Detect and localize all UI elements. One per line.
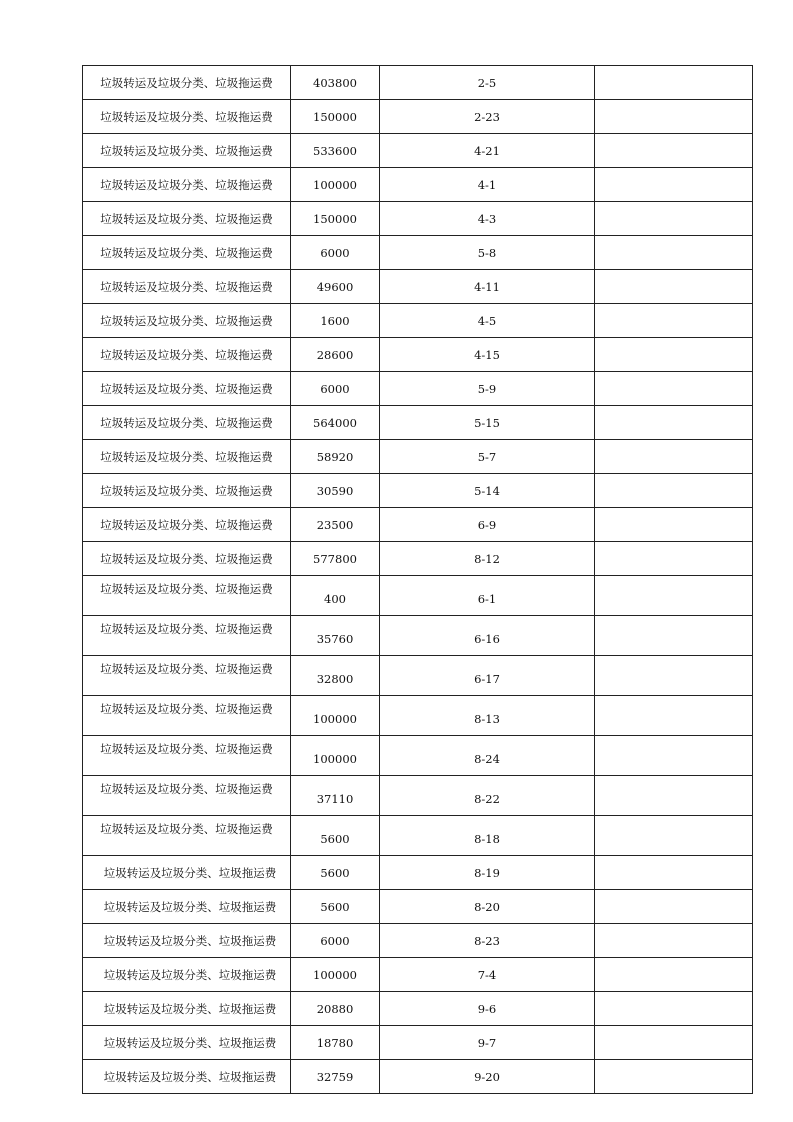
amount-cell: 35760 xyxy=(291,616,380,656)
remark-cell xyxy=(595,270,753,304)
remark-cell xyxy=(595,134,753,168)
code-cell: 6-1 xyxy=(380,576,595,616)
code-cell: 5-9 xyxy=(380,372,595,406)
table-row xyxy=(83,270,753,304)
table-row xyxy=(83,134,753,168)
code-cell: 5-14 xyxy=(380,474,595,508)
remark-cell xyxy=(595,508,753,542)
desc-cell: 垃圾转运及垃圾分类、垃圾拖运费 xyxy=(83,924,291,958)
table-row xyxy=(83,508,753,542)
amount-cell: 5600 xyxy=(291,856,380,890)
remark-cell xyxy=(595,816,753,856)
desc-cell: 垃圾转运及垃圾分类、垃圾拖运费 xyxy=(83,270,291,304)
remark-cell xyxy=(595,696,753,736)
desc-cell: 垃圾转运及垃圾分类、垃圾拖运费 xyxy=(83,508,291,542)
amount-cell: 400 xyxy=(291,576,380,616)
code-cell: 4-1 xyxy=(380,168,595,202)
code-cell: 8-19 xyxy=(380,856,595,890)
code-cell: 4-5 xyxy=(380,304,595,338)
desc-cell: 垃圾转运及垃圾分类、垃圾拖运费 xyxy=(83,474,291,508)
code-cell: 4-15 xyxy=(380,338,595,372)
amount-cell: 23500 xyxy=(291,508,380,542)
desc-cell: 垃圾转运及垃圾分类、垃圾拖运费 xyxy=(83,202,291,236)
table-row xyxy=(83,406,753,440)
amount-cell: 100000 xyxy=(291,168,380,202)
remark-cell xyxy=(595,168,753,202)
expense-table-body xyxy=(83,66,753,1094)
amount-cell: 564000 xyxy=(291,406,380,440)
remark-cell xyxy=(595,958,753,992)
remark-cell xyxy=(595,576,753,616)
code-cell: 4-3 xyxy=(380,202,595,236)
desc-cell: 垃圾转运及垃圾分类、垃圾拖运费 xyxy=(83,616,291,656)
amount-cell: 58920 xyxy=(291,440,380,474)
code-cell: 2-23 xyxy=(380,100,595,134)
remark-cell xyxy=(595,338,753,372)
table-row xyxy=(83,776,753,816)
remark-cell xyxy=(595,924,753,958)
table-row xyxy=(83,542,753,576)
remark-cell xyxy=(595,542,753,576)
remark-cell xyxy=(595,100,753,134)
amount-cell: 403800 xyxy=(291,66,380,100)
remark-cell xyxy=(595,1026,753,1060)
desc-cell: 垃圾转运及垃圾分类、垃圾拖运费 xyxy=(83,66,291,100)
code-cell: 9-20 xyxy=(380,1060,595,1094)
desc-cell: 垃圾转运及垃圾分类、垃圾拖运费 xyxy=(83,134,291,168)
desc-cell: 垃圾转运及垃圾分类、垃圾拖运费 xyxy=(83,338,291,372)
table-row xyxy=(83,236,753,270)
desc-cell: 垃圾转运及垃圾分类、垃圾拖运费 xyxy=(83,372,291,406)
desc-cell: 垃圾转运及垃圾分类、垃圾拖运费 xyxy=(83,236,291,270)
remark-cell xyxy=(595,616,753,656)
amount-cell: 100000 xyxy=(291,736,380,776)
table-row xyxy=(83,66,753,100)
code-cell: 5-8 xyxy=(380,236,595,270)
table-row xyxy=(83,958,753,992)
code-cell: 8-18 xyxy=(380,816,595,856)
table-row xyxy=(83,696,753,736)
code-cell: 9-7 xyxy=(380,1026,595,1060)
code-cell: 5-7 xyxy=(380,440,595,474)
table-row xyxy=(83,616,753,656)
table-row xyxy=(83,1060,753,1094)
desc-cell: 垃圾转运及垃圾分类、垃圾拖运费 xyxy=(83,992,291,1026)
desc-cell: 垃圾转运及垃圾分类、垃圾拖运费 xyxy=(83,406,291,440)
table-row xyxy=(83,816,753,856)
remark-cell xyxy=(595,406,753,440)
desc-cell: 垃圾转运及垃圾分类、垃圾拖运费 xyxy=(83,656,291,696)
table-row xyxy=(83,924,753,958)
remark-cell xyxy=(595,992,753,1026)
amount-cell: 6000 xyxy=(291,236,380,270)
desc-cell: 垃圾转运及垃圾分类、垃圾拖运费 xyxy=(83,696,291,736)
amount-cell: 28600 xyxy=(291,338,380,372)
desc-cell: 垃圾转运及垃圾分类、垃圾拖运费 xyxy=(83,1060,291,1094)
table-row xyxy=(83,338,753,372)
amount-cell: 1600 xyxy=(291,304,380,338)
table-row xyxy=(83,856,753,890)
desc-cell: 垃圾转运及垃圾分类、垃圾拖运费 xyxy=(83,168,291,202)
remark-cell xyxy=(595,890,753,924)
code-cell: 2-5 xyxy=(380,66,595,100)
remark-cell xyxy=(595,202,753,236)
remark-cell xyxy=(595,66,753,100)
desc-cell: 垃圾转运及垃圾分类、垃圾拖运费 xyxy=(83,304,291,338)
amount-cell: 49600 xyxy=(291,270,380,304)
desc-cell: 垃圾转运及垃圾分类、垃圾拖运费 xyxy=(83,890,291,924)
remark-cell xyxy=(595,236,753,270)
amount-cell: 577800 xyxy=(291,542,380,576)
amount-cell: 150000 xyxy=(291,202,380,236)
table-row xyxy=(83,736,753,776)
desc-cell: 垃圾转运及垃圾分类、垃圾拖运费 xyxy=(83,440,291,474)
table-row xyxy=(83,890,753,924)
amount-cell: 18780 xyxy=(291,1026,380,1060)
desc-cell: 垃圾转运及垃圾分类、垃圾拖运费 xyxy=(83,736,291,776)
code-cell: 6-16 xyxy=(380,616,595,656)
expense-table xyxy=(82,65,753,1094)
amount-cell: 533600 xyxy=(291,134,380,168)
code-cell: 9-6 xyxy=(380,992,595,1026)
table-row xyxy=(83,656,753,696)
code-cell: 8-22 xyxy=(380,776,595,816)
desc-cell: 垃圾转运及垃圾分类、垃圾拖运费 xyxy=(83,576,291,616)
code-cell: 8-13 xyxy=(380,696,595,736)
code-cell: 8-20 xyxy=(380,890,595,924)
code-cell: 8-24 xyxy=(380,736,595,776)
code-cell: 4-21 xyxy=(380,134,595,168)
amount-cell: 32759 xyxy=(291,1060,380,1094)
desc-cell: 垃圾转运及垃圾分类、垃圾拖运费 xyxy=(83,958,291,992)
table-row xyxy=(83,372,753,406)
table-row xyxy=(83,202,753,236)
remark-cell xyxy=(595,440,753,474)
table-row xyxy=(83,474,753,508)
code-cell: 6-9 xyxy=(380,508,595,542)
code-cell: 4-11 xyxy=(380,270,595,304)
table-row xyxy=(83,992,753,1026)
remark-cell xyxy=(595,1060,753,1094)
amount-cell: 100000 xyxy=(291,958,380,992)
table-row xyxy=(83,100,753,134)
desc-cell: 垃圾转运及垃圾分类、垃圾拖运费 xyxy=(83,776,291,816)
amount-cell: 6000 xyxy=(291,924,380,958)
amount-cell: 32800 xyxy=(291,656,380,696)
code-cell: 8-12 xyxy=(380,542,595,576)
remark-cell xyxy=(595,856,753,890)
remark-cell xyxy=(595,474,753,508)
desc-cell: 垃圾转运及垃圾分类、垃圾拖运费 xyxy=(83,856,291,890)
amount-cell: 5600 xyxy=(291,890,380,924)
amount-cell: 30590 xyxy=(291,474,380,508)
amount-cell: 5600 xyxy=(291,816,380,856)
table-row xyxy=(83,304,753,338)
desc-cell: 垃圾转运及垃圾分类、垃圾拖运费 xyxy=(83,100,291,134)
code-cell: 6-17 xyxy=(380,656,595,696)
table-row xyxy=(83,168,753,202)
table-row xyxy=(83,576,753,616)
table-row xyxy=(83,1026,753,1060)
amount-cell: 37110 xyxy=(291,776,380,816)
table-row xyxy=(83,440,753,474)
remark-cell xyxy=(595,656,753,696)
amount-cell: 150000 xyxy=(291,100,380,134)
code-cell: 8-23 xyxy=(380,924,595,958)
remark-cell xyxy=(595,736,753,776)
remark-cell xyxy=(595,372,753,406)
desc-cell: 垃圾转运及垃圾分类、垃圾拖运费 xyxy=(83,542,291,576)
remark-cell xyxy=(595,304,753,338)
amount-cell: 100000 xyxy=(291,696,380,736)
desc-cell: 垃圾转运及垃圾分类、垃圾拖运费 xyxy=(83,1026,291,1060)
amount-cell: 20880 xyxy=(291,992,380,1026)
code-cell: 7-4 xyxy=(380,958,595,992)
remark-cell xyxy=(595,776,753,816)
amount-cell: 6000 xyxy=(291,372,380,406)
desc-cell: 垃圾转运及垃圾分类、垃圾拖运费 xyxy=(83,816,291,856)
code-cell: 5-15 xyxy=(380,406,595,440)
